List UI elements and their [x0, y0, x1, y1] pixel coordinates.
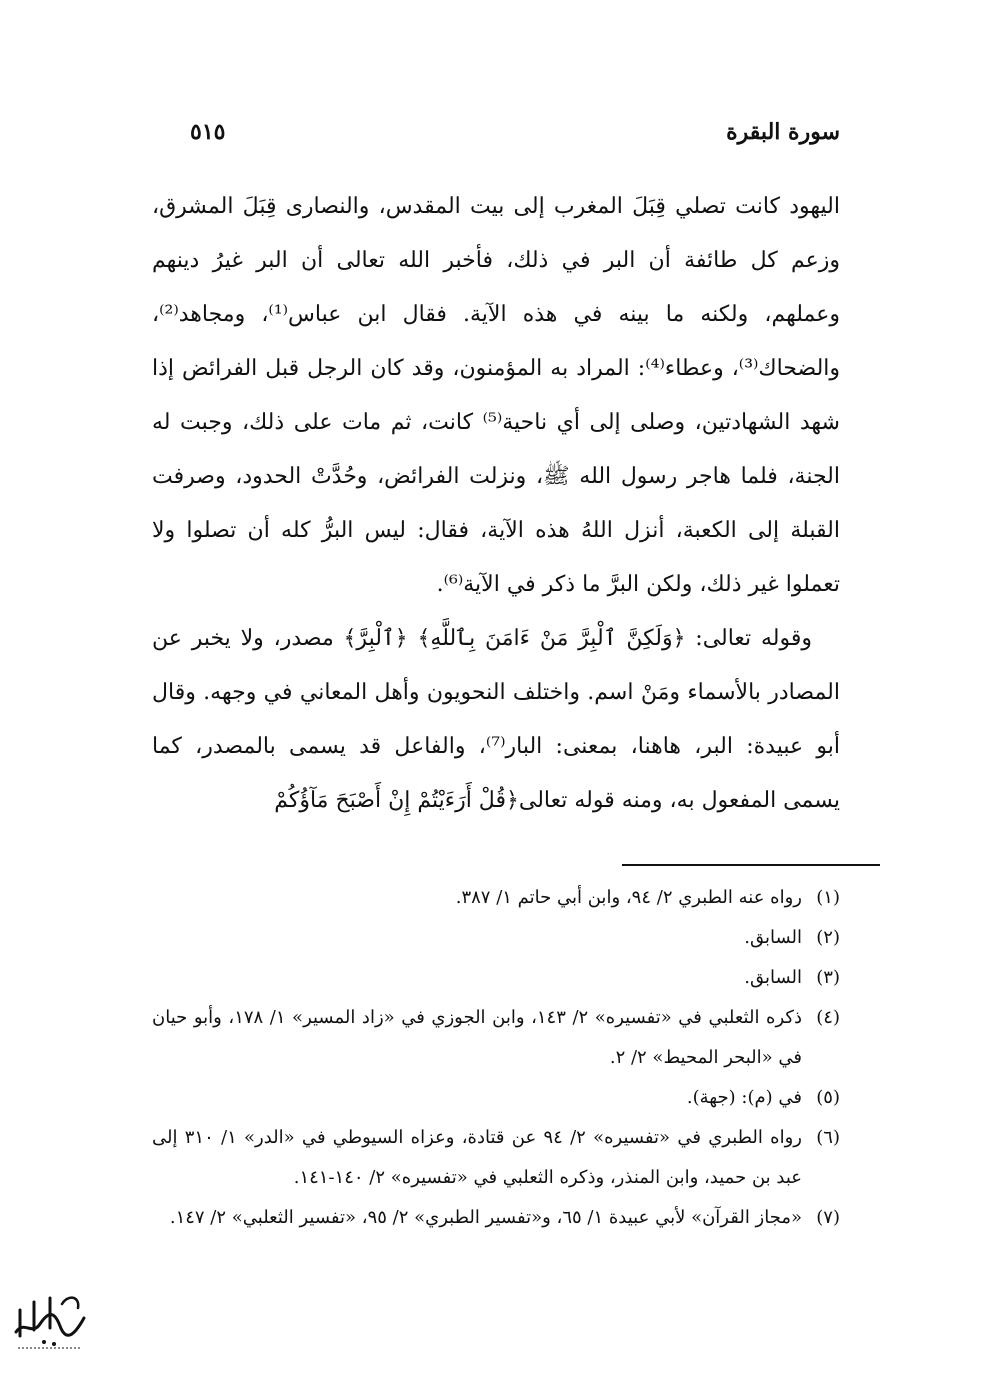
page-header: [190, 112, 840, 152]
footnotes-list: [152, 878, 840, 1238]
page-number: ٥١٥: [190, 119, 226, 145]
main-text: [152, 180, 840, 828]
footnote-number: (٣): [816, 967, 840, 988]
footnote-item: [152, 1078, 840, 1118]
paragraph: وقوله تعالى: ﴿وَلَكِنَّ ٱلْبِرَّ مَنْ ءَامَنَ بِٱللَّهِ﴾ ﴿ٱلْبِرَّ﴾ مصدر، ولا يخبر عن المصادر بالأسماء ومَنْ اسم. واختلف النحويون وأهل المعاني في وجهه. وقال أبو عبيدة: البر، هاهنا، بمعنى: البار⁽⁷⁾، والفاعل قد يسمى بالمصدر، كما يسمى المفعول به، ومنه قوله تعالى﴿قُلْ أَرَءَيْتُمْ إِنْ أَصْبَحَ مَآؤُكُمْ: [152, 626, 840, 813]
footnote-separator: [622, 864, 880, 866]
footnote-text: رواه عنه الطبري ٢/ ٩٤، وابن أبي حاتم ١/ ٣٨٧.: [455, 887, 802, 908]
footnote-text: في (م): (جهة).: [686, 1087, 802, 1108]
footnote-item: [152, 1118, 840, 1198]
surah-title: سورة البقرة: [726, 119, 840, 145]
footnote-number: (٢): [816, 927, 840, 948]
footnote-text: رواه الطبري في «تفسيره» ٢/ ٩٤ عن قتادة، وعزاه السيوطي في «الدر» ١/ ٣١٠ إلى عبد بن حميد، وابن المنذر، وذكره الثعلبي في «تفسيره» ٢/ ١٤٠-١٤١.: [152, 1127, 802, 1188]
footnote-item: [152, 918, 840, 958]
footnote-number: (٧): [816, 1207, 840, 1228]
footnote-item: [152, 1198, 840, 1238]
footnote-text: «مجاز القرآن» لأبي عبيدة ١/ ٦٥، و«تفسير الطبري» ٢/ ٩٥، «تفسير الثعلبي» ٢/ ١٤٧.: [169, 1207, 802, 1228]
footnote-text: السابق.: [744, 927, 802, 948]
footnote-item: [152, 998, 840, 1078]
footnote-item: [152, 878, 840, 918]
footnote-number: (٥): [816, 1087, 840, 1108]
paragraph: اليهود كانت تصلي قِبَلَ المغرب إلى بيت المقدس، والنصارى قِبَلَ المشرق، وزعم كل طائفة أن البر في ذلك، فأخبر الله تعالى أن البر غيرُ دينهم وعملهم، ولكنه ما بينه في هذه الآية. فقال ابن عباس⁽¹⁾، ومجاهد⁽²⁾، والضحاك⁽³⁾، وعطاء⁽⁴⁾: المراد به المؤمنون، وقد كان الرجل قبل الفرائض إذا شهد الشهادتين، وصلى إلى أي ناحية⁽⁵⁾ كانت، ثم مات على ذلك، وجبت له الجنة، فلما هاجر رسول الله ﷺ، ونزلت الفرائض، وحُدَّتْ الحدود، وصرفت القبلة إلى الكعبة، أنزل اللهُ هذه الآية، فقال: ليس البرُّ كله أن تصلوا ولا تعملوا غير ذلك، ولكن البرَّ ما ذكر في الآية⁽⁶⁾.: [152, 194, 841, 597]
footnote-text: السابق.: [744, 967, 802, 988]
footnote-text: ذكره الثعلبي في «تفسيره» ٢/ ١٤٣، وابن الجوزي في «زاد المسير» ١/ ١٧٨، وأبو حيان في «البحر المحيط» ٢/ ٢.: [152, 1007, 802, 1068]
footnote-item: [152, 958, 840, 998]
publisher-logo-icon: [10, 1280, 90, 1352]
footnote-number: (١): [816, 887, 840, 908]
footnote-number: (٦): [816, 1127, 840, 1148]
footnote-number: (٤): [816, 1007, 840, 1028]
